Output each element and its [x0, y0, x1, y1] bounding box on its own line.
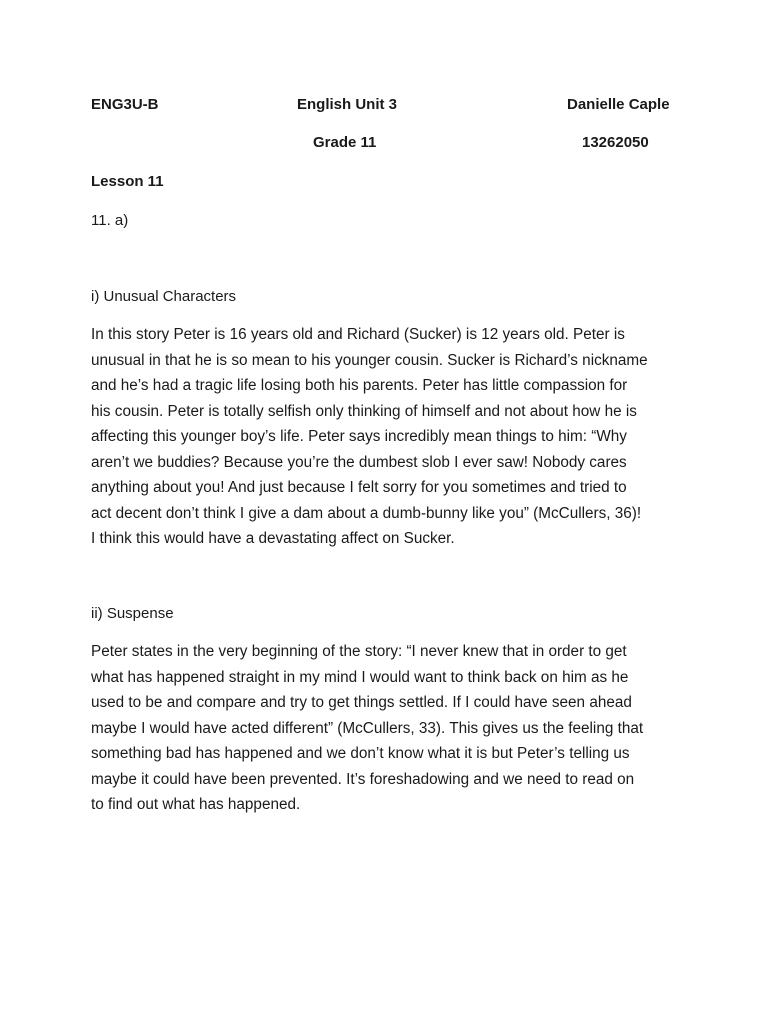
student-name: Danielle Caple — [567, 96, 670, 113]
paragraph-line: anything about you! And just because I felt sorry for you sometimes and tried to — [91, 479, 627, 496]
student-number: 13262050 — [582, 134, 649, 151]
section-heading-unusual-characters: i) Unusual Characters — [91, 288, 237, 305]
paragraph-line: something bad has happened and we don’t know what it is but Peter’s telling us — [91, 745, 630, 762]
section-heading-suspense: ii) Suspense — [91, 605, 174, 622]
grade-label: Grade 11 — [313, 134, 377, 151]
paragraph-line: maybe I would have acted different” (McCullers, 33). This gives us the feeling that — [91, 719, 644, 737]
paragraph-line: his cousin. Peter is totally selfish only thinking of himself and not about how he is — [91, 402, 637, 420]
paragraph-line: aren’t we buddies? Because you’re the dumbest slob I ever saw! Nobody cares — [91, 453, 627, 471]
paragraph-line: In this story Peter is 16 years old and Richard (Sucker) is 12 years old. Peter is — [91, 326, 625, 343]
paragraph-line: maybe it could have been prevented. It’s foreshadowing and we need to read on — [91, 770, 635, 788]
paragraph-line: affecting this younger boy’s life. Peter says incredibly mean things to him: “Why — [91, 428, 627, 445]
paragraph-line: act decent don’t think I give a dam about a dumb-bunny like you” (McCullers, 36)! — [91, 504, 642, 522]
paragraph-line: unusual in that he is so mean to his younger cousin. Sucker is Richard’s nickname — [91, 351, 648, 369]
paragraph-line: I think this would have a devastating affect on Sucker. — [91, 530, 455, 547]
course-name: English Unit 3 — [297, 96, 398, 113]
course-code: ENG3U-B — [91, 96, 159, 113]
paragraph-line: used to be and compare and try to get things settled. If I could have seen ahead — [91, 694, 632, 711]
paragraph-line: what has happened straight in my mind I would want to think back on him as he — [91, 668, 629, 686]
paragraph-unusual-characters — [91, 322, 691, 552]
paragraph-line: and he’s had a tragic life losing both his parents. Peter has little compassion for — [91, 377, 628, 394]
question-number: 11. a) — [91, 212, 129, 229]
paragraph-suspense — [91, 639, 691, 818]
paragraph-line: Peter states in the very beginning of the story: “I never knew that in order to get — [91, 643, 627, 660]
paragraph-line: to find out what has happened. — [91, 796, 301, 813]
lesson-title: Lesson 11 — [91, 173, 164, 190]
